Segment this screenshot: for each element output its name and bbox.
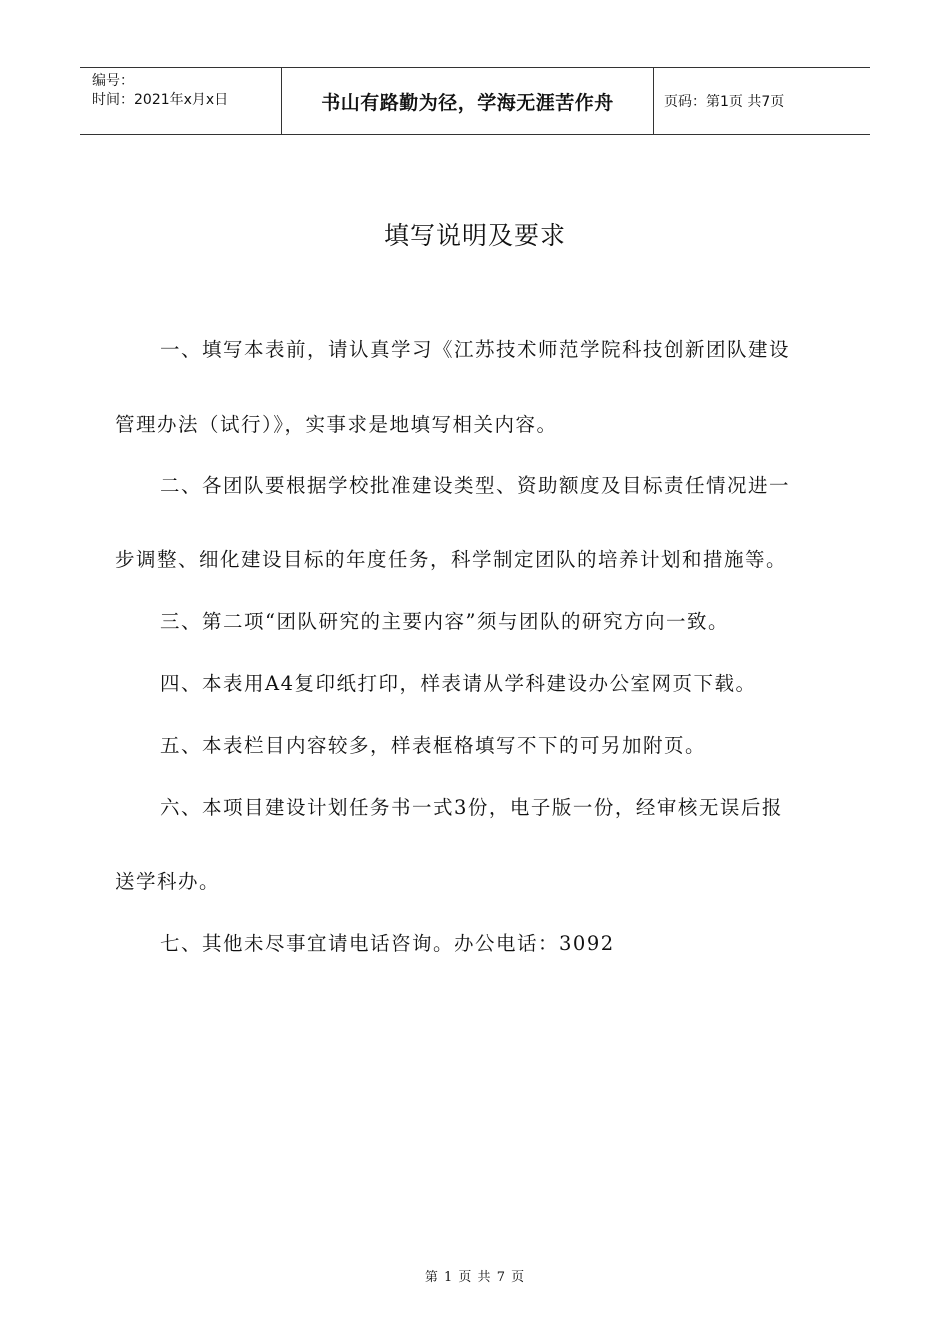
paragraph-1-line-1: 一、填写本表前，请认真学习《江苏技术师范学院科技创新团队建设 [160, 338, 791, 361]
time-label: 时间：2021年x月x日 [92, 92, 229, 108]
paragraph-2-line-1: 二、各团队要根据学校批准建设类型、资助额度及目标责任情况进一 [160, 474, 791, 497]
page-footer: 第 1 页 共 7 页 [424, 1270, 526, 1285]
page-info-cell [654, 68, 870, 134]
paragraph-2-line-2: 步调整、细化建设目标的年度任务，科学制定团队的培养计划和措施等。 [115, 548, 788, 571]
document-title: 填写说明及要求 [383, 221, 566, 250]
paragraph-4: 四、本表用A4复印纸打印，样表请从学科建设办公室网页下载。 [160, 672, 757, 695]
page-info-text: 页码：第1页 共7页 [664, 94, 785, 110]
paragraph-1-line-2: 管理办法（试行）》，实事求是地填写相关内容。 [115, 413, 558, 436]
motto-text: 书山有路勤为径，学海无涯苦作舟 [321, 91, 614, 114]
paragraph-6-line-2: 送学科办。 [115, 870, 221, 893]
paragraph-3: 三、第二项“团队研究的主要内容”须与团队的研究方向一致。 [160, 610, 729, 633]
paragraph-6-line-1: 六、本项目建设计划任务书一式3份，电子版一份，经审核无误后报 [160, 796, 783, 819]
header-table [80, 67, 870, 135]
header-meta-cell [80, 68, 282, 134]
motto-cell [282, 68, 654, 134]
paragraph-5: 五、本表栏目内容较多，样表框格填写不下的可另加附页。 [160, 734, 707, 757]
paragraph-7: 七、其他未尽事宜请电话咨询。办公电话：3092 [160, 932, 615, 955]
number-label: 编号： [92, 73, 134, 89]
